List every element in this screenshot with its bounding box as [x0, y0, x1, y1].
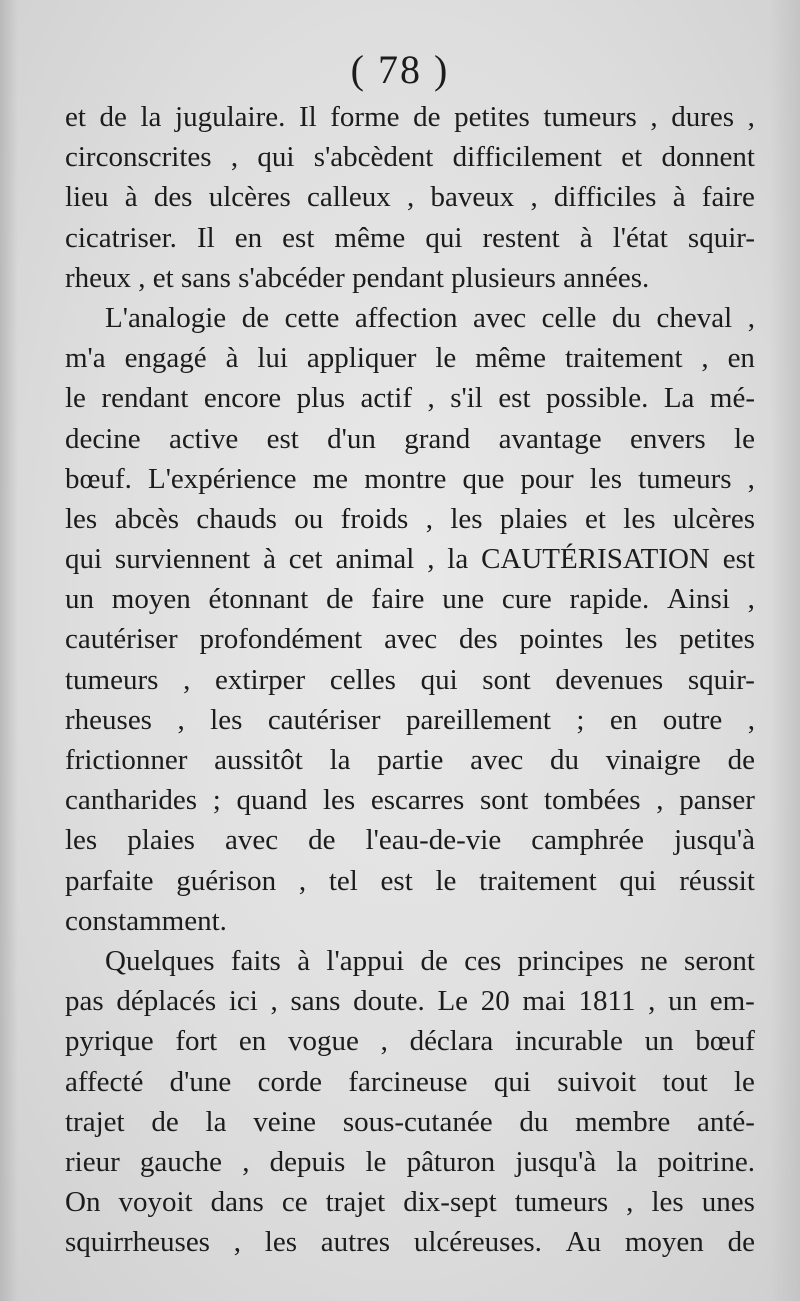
text-line: cantharides ; quand les escarres sont tombées , panser: [65, 784, 755, 817]
text-line: le rendant encore plus actif , s'il est possible. La mé-: [65, 382, 755, 415]
text-line: rheux , et sans s'abcéder pendant plusieurs années.: [65, 261, 650, 294]
text-line: et de la jugulaire. Il forme de petites tumeurs , dures ,: [65, 101, 755, 133]
page-shadow-right: [770, 0, 800, 1301]
paragraph: [65, 97, 755, 298]
text-line: constamment.: [65, 904, 227, 937]
text-line: Quelques faits à l'appui de ces principes ne seront: [105, 944, 755, 977]
text-line: decine active est d'un grand avantage envers le: [65, 422, 755, 455]
text-line: lieu à des ulcères calleux , baveux , difficiles à faire: [65, 181, 755, 214]
paragraph: [65, 298, 755, 941]
text-line: L'analogie de cette affection avec celle du cheval ,: [105, 301, 755, 334]
page-number: ( 78 ): [350, 47, 450, 92]
text-line: pyrique fort en vogue , déclara incurable un bœuf: [65, 1025, 755, 1058]
text-line: trajet de la veine sous-cutanée du membre anté-: [65, 1105, 755, 1138]
text-line: frictionner aussitôt la partie avec du vinaigre de: [65, 744, 755, 776]
text-line: cautériser profondément avec des pointes les petites: [65, 623, 755, 656]
text-line: les plaies avec de l'eau-de-vie camphrée jusqu'à: [65, 824, 755, 857]
text-line: qui surviennent à cet animal , la CAUTÉRISATION est: [65, 543, 755, 576]
text-line: affecté d'une corde farcineuse qui suivoit tout le: [65, 1065, 755, 1098]
text-line: rheuses , les cautériser pareillement ; en outre ,: [65, 703, 755, 736]
text-line: circonscrites , qui s'abcèdent difficilement et donnent: [65, 141, 755, 174]
text-line: On voyoit dans ce trajet dix-sept tumeurs , les unes: [65, 1186, 755, 1219]
body-text: [65, 97, 755, 1262]
text-line: cicatriser. Il en est même qui restent à l'état squir-: [65, 221, 755, 254]
text-line: un moyen étonnant de faire une cure rapide. Ainsi ,: [65, 583, 755, 616]
paragraph: [65, 941, 755, 1263]
text-line: les abcès chauds ou froids , les plaies et les ulcères: [65, 502, 755, 535]
text-line: m'a engagé à lui appliquer le même traitement , en: [65, 342, 755, 375]
page-shadow-left: [0, 0, 18, 1301]
text-line: rieur gauche , depuis le pâturon jusqu'à la poitrine.: [65, 1145, 755, 1178]
text-line: tumeurs , extirper celles qui sont devenues squir-: [65, 663, 755, 696]
text-line: bœuf. L'expérience me montre que pour les tumeurs ,: [65, 462, 755, 495]
text-line: parfaite guérison , tel est le traitement qui réussit: [65, 864, 755, 897]
text-line: pas déplacés ici , sans doute. Le 20 mai 1811 , un em-: [65, 985, 755, 1018]
text-line: squirrheuses , les autres ulcéreuses. Au moyen de: [65, 1226, 755, 1259]
